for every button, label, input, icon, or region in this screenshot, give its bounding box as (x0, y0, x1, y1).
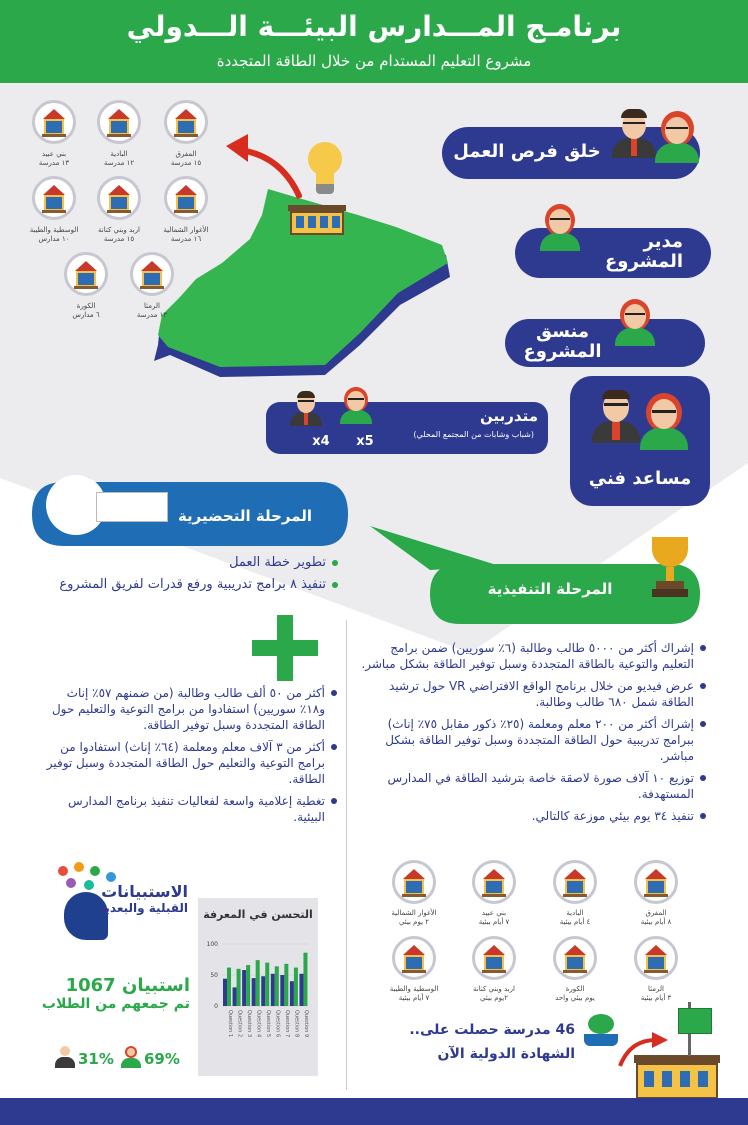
footer-band (0, 1098, 748, 1125)
eco-day-label (621, 985, 691, 1003)
impl-item: توزيع ١٠ آلاف صورة لاصقة خاصة بترشيد الطاقة في المدارس المستهدفة. (358, 770, 708, 802)
school-badge-label (151, 150, 221, 168)
chart-bar (284, 964, 288, 1006)
school-count: ١٠ مدارس (38, 235, 70, 243)
eco-day-badge-icon (472, 936, 516, 980)
lightbulb-icon (302, 140, 348, 200)
chart-bar (242, 970, 246, 1006)
eco-day-label (379, 985, 449, 1003)
school-count: ١٣ مدرسة (38, 159, 70, 167)
role-trainees-note: (شباب وشابات من المجتمع المحلي) (413, 430, 534, 439)
eco-day-badge-icon (634, 860, 678, 904)
result-item: أكثر من ٣ آلاف معلم ومعلمة (٦٤٪ إناث) استفادوا من برامج التوعية والتعليم حول الطاقة المتجددة وسبل توفير الطاقة. (44, 739, 339, 787)
header-banner (0, 0, 748, 83)
surveys-title (96, 882, 188, 915)
school-count: ٦ مدارس (72, 311, 100, 319)
chart-bar (303, 953, 307, 1006)
chart-panel (198, 898, 318, 1076)
male-percentage: 31% (78, 1050, 114, 1068)
chart-bar (271, 974, 275, 1006)
eco-day-badge-icon (553, 860, 597, 904)
eco-day-count: ٨ أيام بيئية (640, 918, 672, 926)
trainees-male-count: x4 (312, 434, 330, 449)
school-badge-label (151, 226, 221, 244)
eco-day-count: ٤ أيام بيئية (559, 918, 591, 926)
school-badge-icon (130, 252, 174, 296)
result-item: تغطية إعلامية واسعة لفعاليات تنفيذ برنامج المدارس البيئية. (44, 793, 339, 825)
certificate-line2: الشهادة الدولية الآن (437, 1046, 575, 1062)
chart-category-label: Question 5 (265, 1010, 271, 1038)
eco-day-name: المفرق (645, 909, 667, 917)
eco-day-badge-icon (634, 936, 678, 980)
prep-phase-title: المرحلة التحضيرية (177, 507, 313, 525)
school-count: ١٥ مدرسة (103, 235, 135, 243)
red-arrow-icon (612, 1030, 672, 1070)
female-icon (120, 1046, 142, 1068)
result-item: أكثر من ٥٠ ألف طالب وطالبة (من ضمنهم ٥٧٪ إناث و١٨٪ سوريين) استفادوا من برامج التوعية والتعليم حول الطاقة المتجددة وسبل توفير الطاقة. (44, 685, 339, 733)
knowledge-chart (198, 928, 318, 1074)
eco-day-badge-icon (553, 936, 597, 980)
eco-day-count: يوم بيئي واحد (555, 994, 595, 1002)
chart-bar (280, 975, 284, 1006)
male-icon (54, 1046, 76, 1068)
surveys-count-line: استبيان 1067 (65, 975, 190, 996)
impl-item: إشراك أكثر من ٢٠٠ معلم ومعلمة (٢٥٪ ذكور مقابل ٧٥٪ إناث) ببرامج تدريبية حول الطاقة المتجددة وسبل توفير الطاقة بشكل مباشر. (358, 716, 708, 764)
eco-day-name: الوسطية والطيبة (389, 985, 439, 993)
school-name: البادية (110, 150, 128, 158)
female-avatar-icon (540, 203, 580, 251)
role-jobs-label: خلق فرص العمل (453, 141, 601, 162)
surveys-title-line1: الاستبيانات (101, 882, 188, 901)
prep-item: تنفيذ ٨ برامج تدريبية ورفع قدرات لفريق المشروع (40, 577, 340, 593)
school-name: الوسطية والطيبة (29, 226, 79, 234)
red-arrow-icon (222, 132, 302, 202)
chart-ytick-label: 50 (210, 972, 218, 979)
female-percentage: 69% (144, 1050, 180, 1068)
surveys-count-sub: تم جمعهم من الطلاب (41, 996, 190, 1012)
prep-phase-list (40, 555, 340, 599)
certificate-text (355, 1018, 575, 1066)
school-badge-label (84, 226, 154, 244)
impl-item: تنفيذ ٣٤ يوم بيئي موزعة كالتالي. (358, 808, 708, 824)
impl-phase-title: المرحلة التنفيذية (487, 580, 613, 598)
chart-bar (233, 987, 237, 1006)
chart-bar (261, 976, 265, 1006)
role-technical-label: مساعد فني (588, 468, 692, 489)
chart-category-label: Question 1 (226, 1010, 233, 1038)
female-avatar-icon (340, 386, 372, 424)
chart-category-label: Question 8 (293, 1010, 300, 1038)
page-title: برنامـج المـــدارس البيئـــة الـــدولي (126, 10, 622, 43)
eco-day-label (540, 985, 610, 1003)
school-name: بني عبيد (41, 150, 67, 158)
male-avatar-icon (290, 388, 322, 426)
eco-day-name: البادية (566, 909, 584, 917)
chart-category-label: Question 4 (255, 1010, 262, 1038)
eco-day-name: الأغوار الشمالية (391, 909, 437, 917)
eco-day-name: الرمثا (648, 985, 664, 993)
chart-category-label: Question 7 (284, 1010, 291, 1038)
role-trainees-label: متدربين (480, 407, 538, 425)
surveys-count (30, 975, 190, 1012)
school-count: ١٥ مدرسة (170, 159, 202, 167)
eco-day-label (459, 909, 529, 927)
chart-bar (223, 979, 227, 1006)
chart-category-label: Question 2 (236, 1010, 243, 1038)
school-building-icon (288, 205, 346, 237)
eco-day-badge-icon (472, 860, 516, 904)
chart-bar (252, 978, 256, 1006)
chart-category-label: Question 6 (274, 1010, 281, 1038)
chart-bar (299, 974, 303, 1006)
school-badge-icon (32, 176, 76, 220)
page-subtitle: مشروع التعليم المستدام من خلال الطاقة المتجددة (216, 52, 532, 70)
role-manager-line1: مدير (643, 231, 683, 252)
eco-day-count: ٣ أيام بيئية (640, 994, 672, 1002)
female-avatar-icon (640, 392, 688, 450)
chart-bar (290, 981, 294, 1006)
eco-day-count: ٢ يوم بيئي (398, 918, 430, 926)
chart-bar (237, 969, 241, 1006)
chart-bar (246, 965, 250, 1006)
male-avatar-icon (592, 385, 640, 443)
eco-day-label (459, 985, 529, 1003)
role-coordinator-line1: منسق (535, 321, 590, 342)
school-badge-label (84, 150, 154, 168)
eco-day-name: الكورة (565, 985, 585, 993)
school-badge-label (51, 302, 121, 320)
chart-bar (265, 963, 269, 1006)
school-badge-icon (164, 176, 208, 220)
chart-bar (256, 960, 260, 1006)
eco-day-label (379, 909, 449, 927)
school-name: الأغوار الشمالية (163, 226, 209, 234)
male-avatar-icon (612, 105, 656, 158)
school-badge-label (117, 302, 187, 320)
column-divider (346, 620, 347, 1090)
female-avatar-icon (615, 298, 655, 346)
school-badge-icon (32, 100, 76, 144)
school-badge-icon (97, 100, 141, 144)
school-badge-icon (64, 252, 108, 296)
chart-bar (275, 966, 279, 1006)
prep-item: تطوير خطة العمل (40, 555, 340, 571)
eco-day-label (621, 909, 691, 927)
chart-ytick-label: 100 (206, 941, 218, 948)
eco-day-name: بني عبيد (481, 909, 507, 917)
eco-flag-icon (678, 1008, 712, 1034)
impl-item: عرض فيديو من خلال برنامج الواقع الافتراضي VR حول ترشيد الطاقة شمل ٦٨٠ طالب وطالبة. (358, 678, 708, 710)
school-name: الكورة (76, 302, 96, 310)
school-badge-label (19, 150, 89, 168)
school-count: ١٦ مدرسة (170, 235, 202, 243)
eco-day-count: ٢يوم بيئي (480, 994, 508, 1002)
paper-icon (96, 492, 168, 522)
school-badge-label (19, 226, 89, 244)
trainees-female-count: x5 (356, 434, 374, 449)
certificate-line1: 46 مدرسة حصلت على.. (409, 1022, 575, 1038)
eco-day-count: ٧ أيام بيئية (478, 918, 510, 926)
plus-icon (252, 615, 318, 681)
chart-ytick-label: 0 (214, 1003, 218, 1010)
role-coordinator-pill (505, 319, 705, 367)
chart-bar (294, 968, 298, 1006)
eco-day-badge-icon (392, 936, 436, 980)
impl-item: إشراك أكثر من ٥٠٠٠ طالب وطالبة (٦٪ سوريين) ضمن برامج التعليم والتوعية بالطاقة المتجددة وسبل توفير الطاقة بشكل مباشر. (358, 640, 708, 672)
eco-day-label (540, 909, 610, 927)
school-badge-icon (164, 100, 208, 144)
eco-day-badge-icon (392, 860, 436, 904)
school-count: ١٣ مدرسة (136, 311, 168, 319)
school-name: المفرق (175, 150, 197, 158)
role-coordinator-line2: المشروع (523, 341, 602, 362)
role-manager-line2: المشروع (605, 251, 683, 272)
chart-title: التحسن في المعرفة (203, 908, 313, 921)
female-avatar-icon (655, 110, 699, 163)
trophy-icon (640, 535, 700, 609)
eco-day-count: ٧ أيام بيئية (398, 994, 430, 1002)
surveys-title-line2: القبلية والبعدية (98, 901, 188, 915)
school-name: الرمثا (144, 302, 160, 310)
results-list (44, 685, 339, 831)
school-name: اربد وبني كنانة (98, 226, 140, 234)
chart-category-label: Question 9 (303, 1010, 310, 1038)
chart-category-label: Question 3 (245, 1010, 252, 1038)
eco-day-name: اربد وبني كنانة (473, 985, 515, 993)
school-badge-icon (97, 176, 141, 220)
impl-phase-list (358, 640, 708, 830)
school-count: ١٢ مدرسة (103, 159, 135, 167)
chart-bar (227, 968, 231, 1006)
